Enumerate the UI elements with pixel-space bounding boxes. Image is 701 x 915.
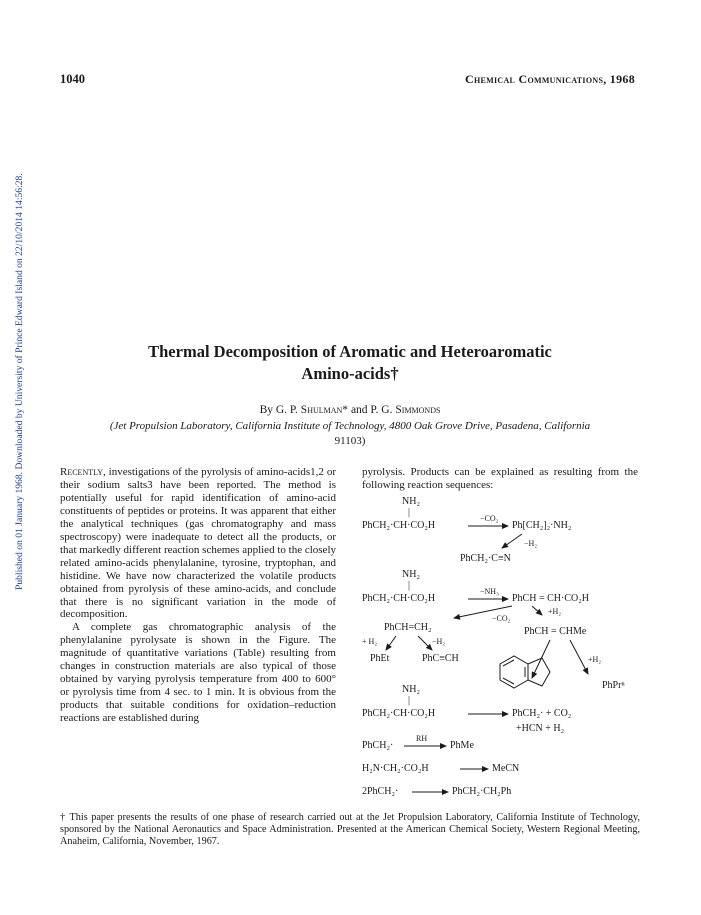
phenylalanine-2: PhCH₂·CH·CO₂H bbox=[362, 593, 436, 604]
affiliation-line-1: (Jet Propulsion Laboratory, California Institute of Technology, 4800 Oak Grove Drive, Pasadena, California bbox=[109, 420, 591, 432]
scheme-arrows bbox=[362, 496, 652, 806]
affiliation bbox=[60, 419, 640, 449]
benzyl-cyanide: PhCH₂·C≡N bbox=[460, 553, 511, 564]
bibenzyl: PhCH₂·CH₂Ph bbox=[452, 786, 512, 797]
phenylalanine-3: PhCH₂·CH·CO₂H bbox=[362, 708, 436, 719]
arrow-propenyl-to-indane bbox=[532, 640, 550, 678]
arrow-propenyl-to-propylbenzene bbox=[570, 640, 588, 674]
paragraph-1-text: investigations of the pyrolysis of amino-acids1,2 or their sodium salts3 have been reported. The method is potentially useful for rapid identification of amino-acid constituents of peptides or proteins. It was apparent that either the analytical techniques (gas chromatography and mass spectroscopy) were inadequate to detect all the products, or that markedly different reaction schemes applied to the closely related amino-acids phenylalanine, tyrosine, tryptophan, and histidine. We have now characterized the volatile products obtained from pyrolysis of these amino-acids, and conclude that there is no significant variation in the mode of decomposition. bbox=[60, 466, 337, 621]
nh2-group-1: NH₂ bbox=[402, 496, 420, 507]
download-watermark bbox=[6, 120, 25, 590]
phenylacetylene: PhC≡CH bbox=[422, 653, 459, 664]
journal-running-head: Chemical Communications, 1968 bbox=[465, 72, 635, 86]
propylbenzene: PhPrⁿ bbox=[602, 680, 625, 691]
bond-1: | bbox=[408, 507, 411, 518]
label-plus-h2-left: + H₂ bbox=[362, 637, 378, 646]
label-minus-co2: −CO₂ bbox=[480, 514, 499, 523]
label-rh: RH bbox=[416, 734, 428, 743]
nh2-group-3: NH₂ bbox=[402, 684, 420, 695]
ethylbenzene: PhEt bbox=[370, 653, 390, 664]
phenethylamine: Ph[CH₂]₂·NH₂ bbox=[512, 520, 572, 531]
paragraph-1 bbox=[60, 466, 336, 621]
label-minus-co2-b: −CO₂ bbox=[492, 614, 511, 623]
arrow-dehydrogenation bbox=[502, 534, 522, 548]
reaction-scheme bbox=[362, 496, 652, 806]
styrene: PhCH=CH₂ bbox=[384, 622, 432, 633]
by-word: By bbox=[259, 404, 273, 416]
author-shulman: G. P. Shulman* bbox=[275, 404, 349, 416]
toluene: PhMe bbox=[450, 740, 474, 751]
label-minus-nh3: −NH₃ bbox=[480, 587, 499, 596]
and-word: and bbox=[350, 404, 368, 416]
nh2-group-2: NH₂ bbox=[402, 569, 420, 580]
arrow-cinnamic-to-propenyl bbox=[532, 606, 542, 615]
author-line bbox=[60, 404, 640, 416]
right-column-intro: pyrolysis. Products can be explained as resulting from the following reaction sequences: bbox=[362, 466, 638, 491]
benzyl-radical: PhCH₂· bbox=[362, 740, 394, 751]
label-plus-h2: +H₂ bbox=[548, 607, 562, 616]
page-number: 1040 bbox=[60, 72, 85, 86]
arrow-styrene-to-ethylbenzene bbox=[386, 636, 396, 650]
footnote: † This paper presents the results of one phase of research carried out at the Jet Propulsion Laboratory, California Institute of Technology, sponsored by the National Aeronautics and Space Administration. Presented at the American Chemical Society, Western Regional Meeting, Anaheim, California, November, 1967. bbox=[60, 812, 640, 848]
cinnamic-acid: PhCH = CH·CO₂H bbox=[512, 593, 589, 604]
bond-3: | bbox=[408, 695, 411, 706]
article-title-line-1: Thermal Decomposition of Aromatic and Heteroaromatic bbox=[148, 342, 552, 361]
paragraph-2: A complete gas chromatographic analysis of the phenylalanine pyrolysate is shown in the Figure. The magnitude of quantitative variations (Table) resulting from changes in construction materials are also typical of those obtained by varying pyrolysis temperature from 400 to 600° or pyrolysis time from 4 sec. to 1 min. It is obvious from the products that suitable conditions for oxidation–reduction reactions are established during bbox=[60, 621, 336, 725]
indane-structure bbox=[500, 656, 550, 688]
two-benzyl-radicals: 2PhCH₂· bbox=[362, 786, 399, 797]
bond-2: | bbox=[408, 580, 411, 591]
left-column bbox=[60, 466, 336, 725]
glycine: H₂N·CH₂·CO₂H bbox=[362, 763, 429, 774]
article-title-line-2: Amino-acids† bbox=[301, 364, 399, 383]
label-minus-h2-right: −H₂ bbox=[432, 637, 446, 646]
arrow-styrene-to-phenylacetylene bbox=[418, 636, 432, 650]
label-plus-h2-c: +H₂ bbox=[588, 655, 602, 664]
author-simmonds: P. G. Simmonds bbox=[370, 404, 441, 416]
label-minus-h2: −H₂ bbox=[524, 539, 538, 548]
acetonitrile: MeCN bbox=[492, 763, 520, 774]
benzyl-radical-and-co2: PhCH₂· + CO₂ bbox=[512, 708, 572, 719]
phenylalanine-1: PhCH₂·CH·CO₂H bbox=[362, 520, 436, 531]
download-watermark-text: Published on 01 January 1968. Downloaded by University of Prince Edward Island on 22/10/2014 14:56:28. bbox=[14, 173, 25, 590]
lead-word: Recently, bbox=[60, 466, 106, 478]
propenylbenzene: PhCH = CHMe bbox=[524, 626, 587, 637]
affiliation-line-2: 91103) bbox=[334, 435, 366, 447]
hcn-and-h2: +HCN + H₂ bbox=[516, 723, 565, 734]
